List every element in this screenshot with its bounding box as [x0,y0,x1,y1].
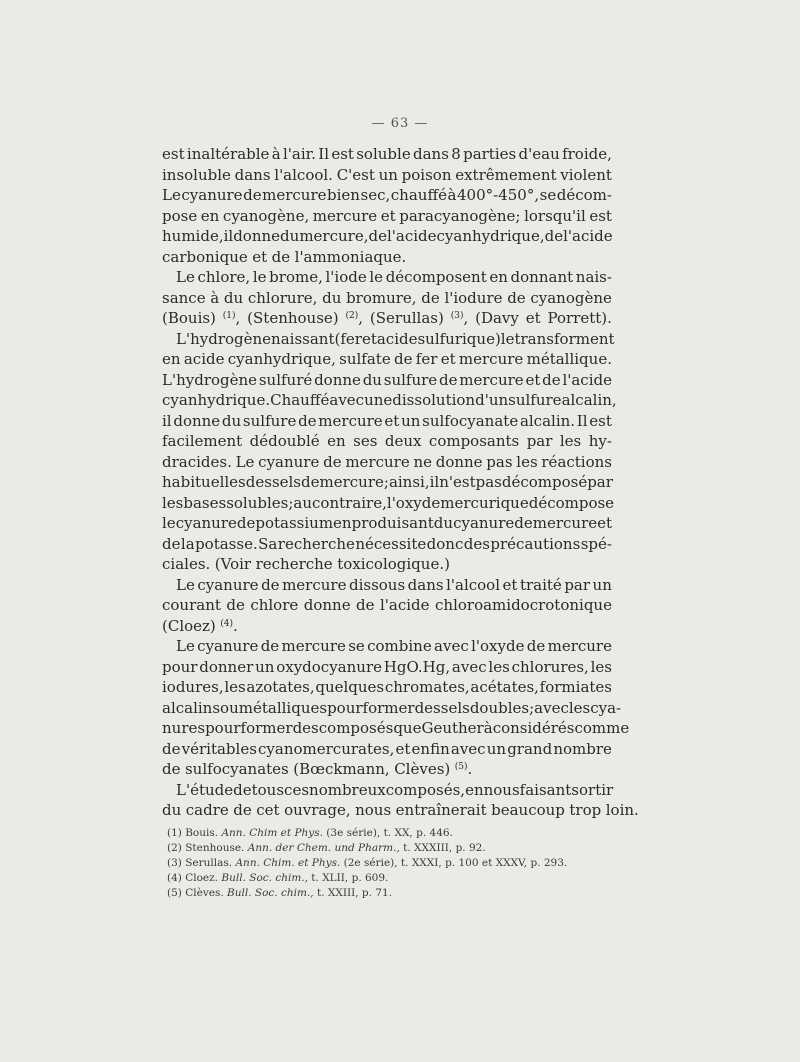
footnote [167,841,617,856]
footnote-num: (5) [167,887,182,899]
footnote-num: (3) [167,857,182,869]
body-text [162,144,639,821]
text-line: carbonique et de l'ammoniaque. [162,247,407,266]
footnote-author: Stenhouse. [185,842,245,854]
footnote-num: (2) [167,842,182,854]
text-line: (Cloez) $^{(4)}$. [162,616,238,635]
text-line: du cadre de cet ouvrage, nous entraînerait beaucoup trop loin. [162,801,639,819]
text-line: courant de chlore donne de l'acide chloroamidocrotonique [162,596,612,614]
page-number: — 63 — [371,116,429,131]
text-line: de sulfocyanates (Bœckmann, Clèves) $^{(5)}$. [162,760,473,778]
text-line: L'hydrogène naissant (fer et acide sulfurique) le transforment [176,329,615,348]
text-line: en acide cyanhydrique, sulfate de fer et mercure métallique. [162,350,612,368]
text-line: Le cyanure de mercure se combine avec l'oxyde de mercure [176,637,612,655]
footnote-journal: Bull. Soc. chim., [227,887,314,899]
footnote-ref: (3e série), t. XX, p. 446. [326,827,453,839]
text-line: cyanhydrique. Chauffé avec une dissolution d'un sulfure alcalin, [162,391,617,409]
text-line: sance à du chlorure, du bromure, de l'iodure de cyanogène [162,288,612,307]
text-line: insoluble dans l'alcool. C'est un poison extrêmement violent [162,165,612,184]
text-line: pour donner un oxydocyanure HgO.Hg, avec les chlorures, les [162,657,612,676]
footnote-journal: Bull. Soc. chim., [221,872,308,884]
footnote-num: (4) [167,872,182,884]
footnote-ref: t. XXXIII, p. 92. [403,842,486,854]
footnote-journal: Ann. der Chem. und Pharm., [247,842,400,854]
footnote-author: Serullas. [185,857,233,869]
footnote [167,856,617,871]
footnote [167,826,617,841]
text-line: est inaltérable à l'air. Il est soluble dans 8 parties d'eau froide, [162,145,612,163]
footnote-journal: Ann. Chim. et Phys. [235,857,341,869]
text-line: de véritables cyanomercurates, et enfin avec un grand nombre [162,739,612,758]
text-line: (Bouis) $^{(1)}$, (Stenhouse) $^{(2)}$, (Serullas) $^{(3)}$, (Davy et Porrett). [162,309,612,327]
text-line: Le chlore, le brome, l'iode le décomposent en donnant nais- [176,268,612,286]
text-line: L'hydrogène sulfuré donne du sulfure de mercure et de l'acide [162,370,612,389]
footnote-author: Clèves. [185,887,224,899]
footnote-ref: t. XLII, p. 609. [311,872,389,884]
text-line: de la potasse. Sa recherche nécessite donc des précautions spé- [162,534,612,553]
text-line: L'étude de tous ces nombreux composés, en nous faisant sortir [176,780,614,799]
text-line: Le cyanure de mercure dissous dans l'alcool et traité par un [176,575,612,594]
text-line: facilement dédoublé en ses deux composants par les hy- [162,432,612,450]
footnote-author: Cloez. [185,872,219,884]
footnote-ref: t. XXIII, p. 71. [316,887,393,899]
footnote-ref: (2e série), t. XXXI, p. 100 et XXXV, p. 293. [343,857,568,869]
footnotes [167,826,617,901]
text-line: ciales. (Voir recherche toxicologique.) [162,555,450,573]
text-line: alcalins ou métalliques pour former des sels doubles; avec les cya- [162,698,622,717]
footnote-num: (1) [167,827,182,839]
text-line: dracides. Le cyanure de mercure ne donne pas les réactions [162,452,612,471]
footnote-journal: Ann. Chim et Phys. [221,827,323,839]
text-line: pose en cyanogène, mercure et paracyanogène; lorsqu'il est [162,206,612,225]
text-line: les bases solubles; au contraire, l'oxyde mercurique décompose [162,493,615,512]
text-line: iodures, les azotates, quelques chromates, acétates, formiates [162,678,612,696]
footnote-author: Bouis. [185,827,219,839]
text-line: nures pour former des composés que Geuther à considérés comme [162,719,630,737]
footnote [167,871,617,886]
footnote [167,886,617,901]
text-line: Le cyanure de mercure bien sec, chauffé à 400°-450°, se décom- [162,186,612,204]
text-line: habituelles des sels de mercure; ainsi, il n'est pas décomposé par [162,473,613,491]
text-line: humide, il donne du mercure, de l'acide cyanhydrique, de l'acide [162,227,613,245]
text-line: il donne du sulfure de mercure et un sulfocyanate alcalin. Il est [162,411,612,430]
text-line: le cyanure de potassium en produisant du cyanure de mercure et [162,514,613,532]
